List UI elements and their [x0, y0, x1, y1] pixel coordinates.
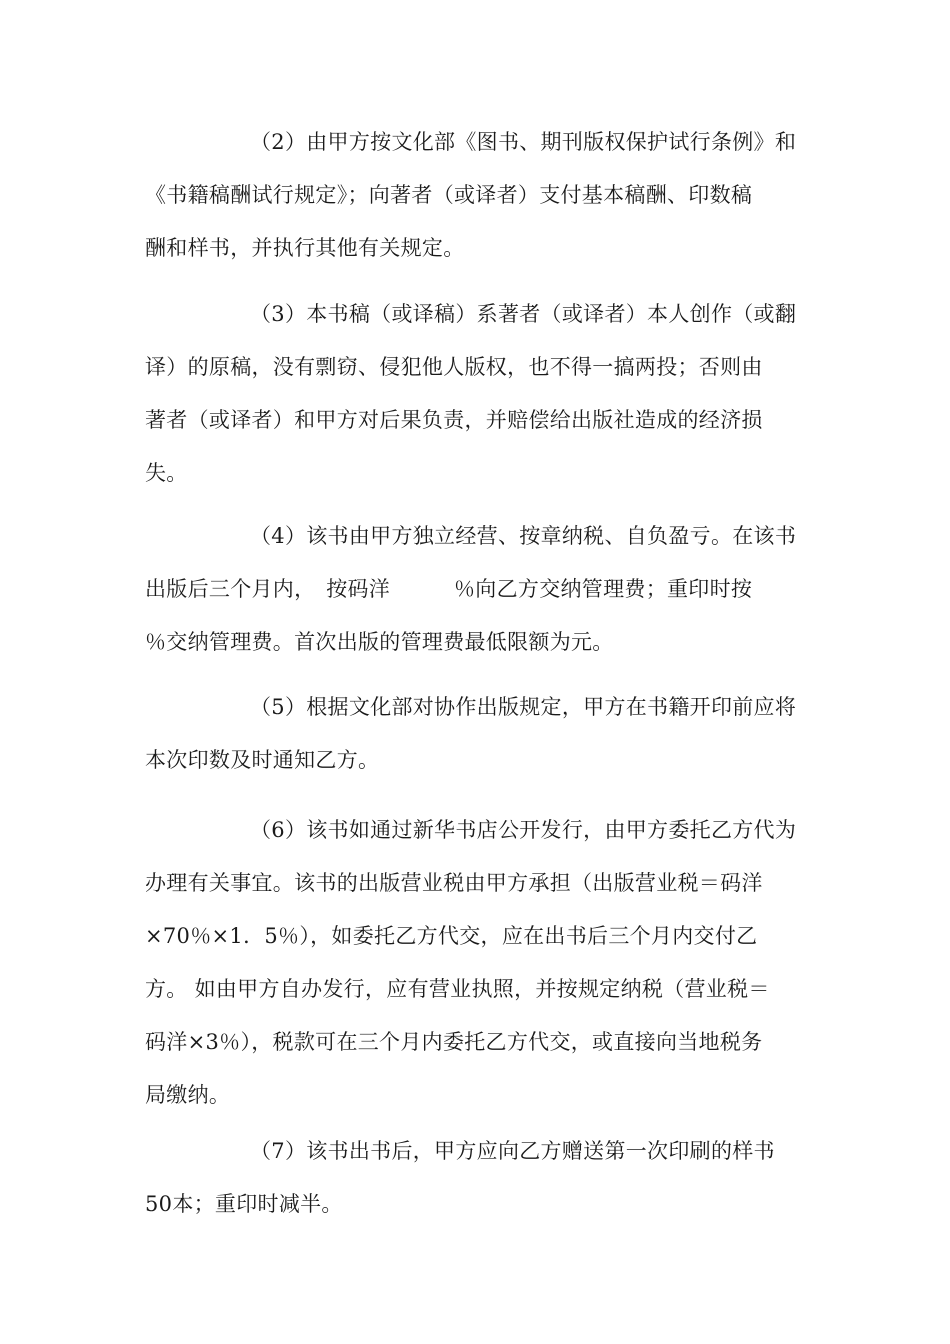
clause-4-paragraph: [145, 510, 810, 669]
text-line: 译）的原稿，没有剽窃、侵犯他人版权，也不得一搞两投；否则由: [145, 355, 763, 379]
text-line: （4）该书由甲方独立经营、按章纳税、自负盈亏。在该书: [250, 524, 797, 548]
text-line: 酬和样书，并执行其他有关规定。: [145, 236, 465, 260]
text-line: ％交纳管理费。首次出版的管理费最低限额为元。: [145, 630, 614, 654]
text-line: 局缴纳。: [145, 1083, 231, 1107]
text-line: （7）该书出书后，甲方应向乙方赠送第一次印刷的样书: [250, 1139, 775, 1163]
clause-5-paragraph: [145, 681, 810, 787]
text-line: 码洋×3％），税款可在三个月内委托乙方代交，或直接向当地税务: [145, 1030, 763, 1054]
clause-6-paragraph: [145, 804, 810, 1122]
text-line: 失。: [145, 461, 188, 485]
text-line: 50本；重印时减半。: [145, 1192, 343, 1216]
text-line: （5）根据文化部对协作出版规定，甲方在书籍开印前应将: [250, 695, 797, 719]
clause-7-paragraph: [145, 1125, 810, 1231]
text-line: 本次印数及时通知乙方。: [145, 748, 380, 772]
text-line: 《书籍稿酬试行规定》；向著者（或译者）支付基本稿酬、印数稿: [145, 183, 753, 207]
text-line: 方。 如由甲方自办发行，应有营业执照，并按规定纳税（营业税＝: [145, 977, 770, 1001]
clause-3-paragraph: [145, 288, 810, 500]
text-line: （6）该书如通过新华书店公开发行，由甲方委托乙方代为: [250, 818, 797, 842]
text-line: 办理有关事宜。该书的出版营业税由甲方承担（出版营业税＝码洋: [145, 871, 763, 895]
clause-2-paragraph: [145, 116, 810, 275]
text-line: ×70％×1．5％），如委托乙方代交，应在出书后三个月内交付乙: [145, 924, 758, 948]
text-line: 著者（或译者）和甲方对后果负责，并赔偿给出版社造成的经济损: [145, 408, 763, 432]
text-line: 出版后三个月内， 按码洋 ％向乙方交纳管理费；重印时按: [145, 577, 753, 601]
text-line: （2）由甲方按文化部《图书、期刊版权保护试行条例》和: [250, 130, 797, 154]
text-line: （3）本书稿（或译稿）系著者（或译者）本人创作（或翻: [250, 302, 797, 326]
